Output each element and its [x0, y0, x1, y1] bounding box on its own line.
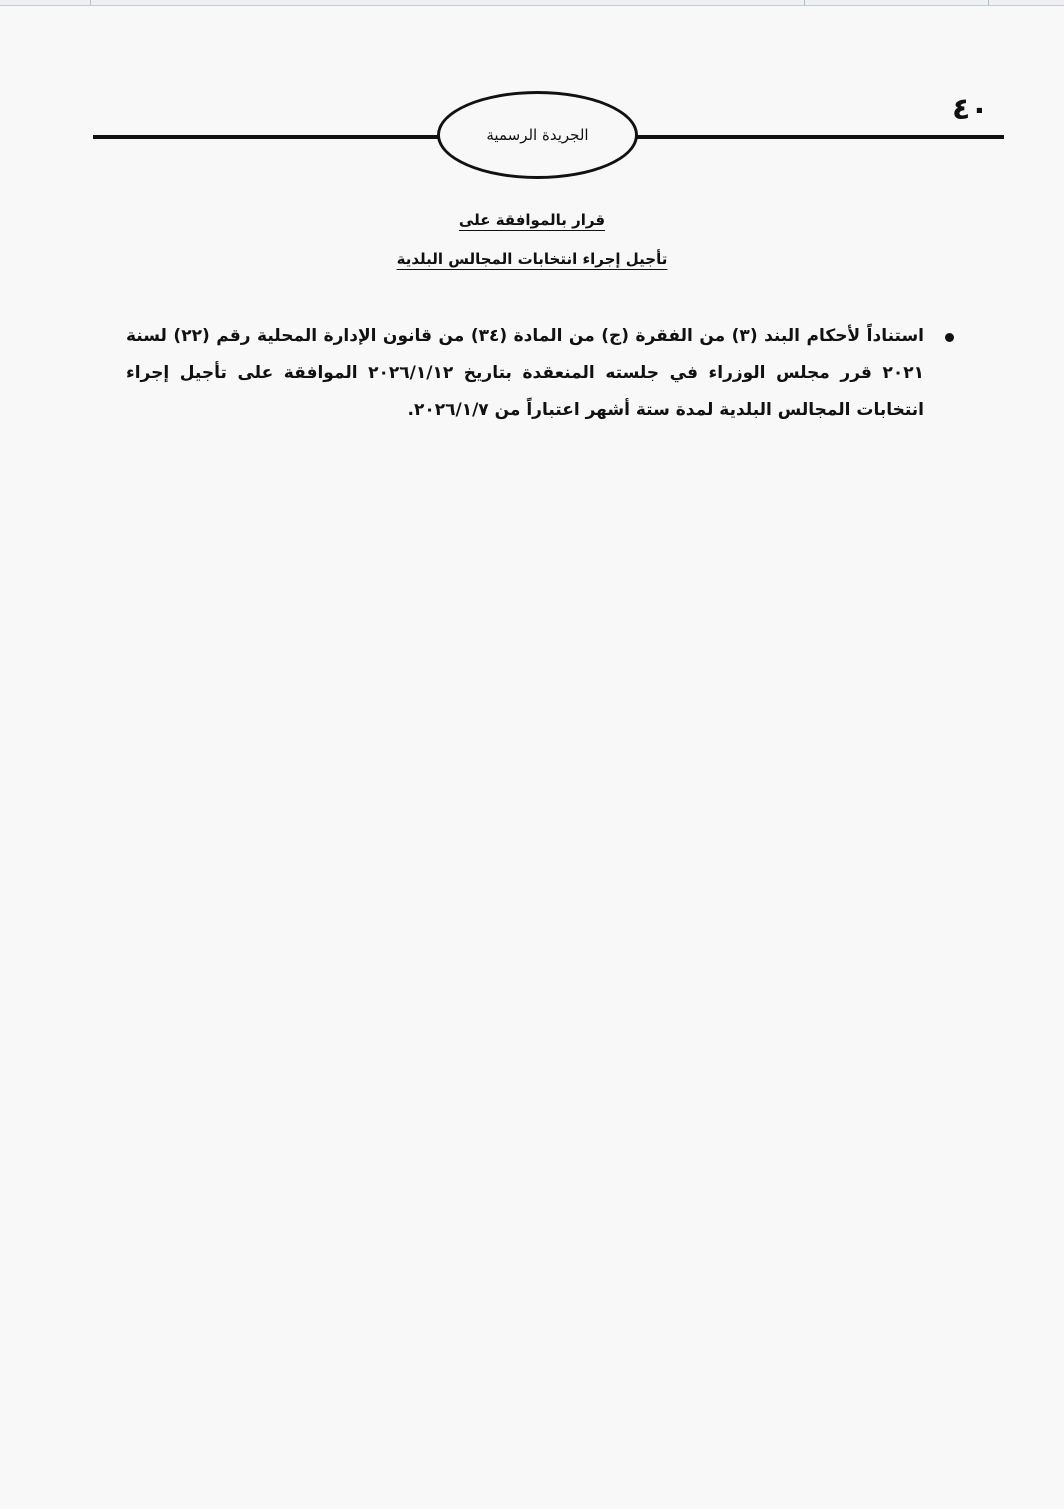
gazette-header-oval: [437, 91, 638, 179]
toolbar-divider: [988, 0, 989, 5]
decision-body: [126, 318, 958, 429]
header-rule-left: [93, 135, 443, 139]
bullet-icon: [945, 333, 954, 342]
toolbar-divider: [90, 0, 91, 5]
viewer-top-bar: [0, 0, 1064, 6]
toolbar-divider: [804, 0, 805, 5]
decision-title-text-2: تأجيل إجراء انتخابات المجالس البلدية: [396, 250, 668, 268]
header-rule-right: [636, 135, 1004, 139]
decision-title-line-1: [0, 211, 1064, 229]
decision-paragraph-text: استناداً لأحكام البند (٣) من الفقرة (ج) من المادة (٣٤) من قانون الإدارة المحلية رقم (٢٢) لسنة ٢٠٢١ قرر مجلس الوزراء في جلسته المنعقدة بتاريخ ٢٠٢٦/١/١٢ الموافقة على تأجيل إجراء انتخابات المجالس البلدية لمدة ستة أشهر اعتباراً من ٢٠٢٦/١/٧.: [126, 326, 925, 420]
gazette-name: الجريدة الرسمية: [486, 126, 589, 144]
decision-title-text-1: قرار بالموافقة على: [458, 211, 606, 229]
decision-paragraph: [126, 318, 958, 429]
decision-title-line-2: [0, 250, 1064, 268]
page-number: ٤٠: [952, 92, 989, 127]
